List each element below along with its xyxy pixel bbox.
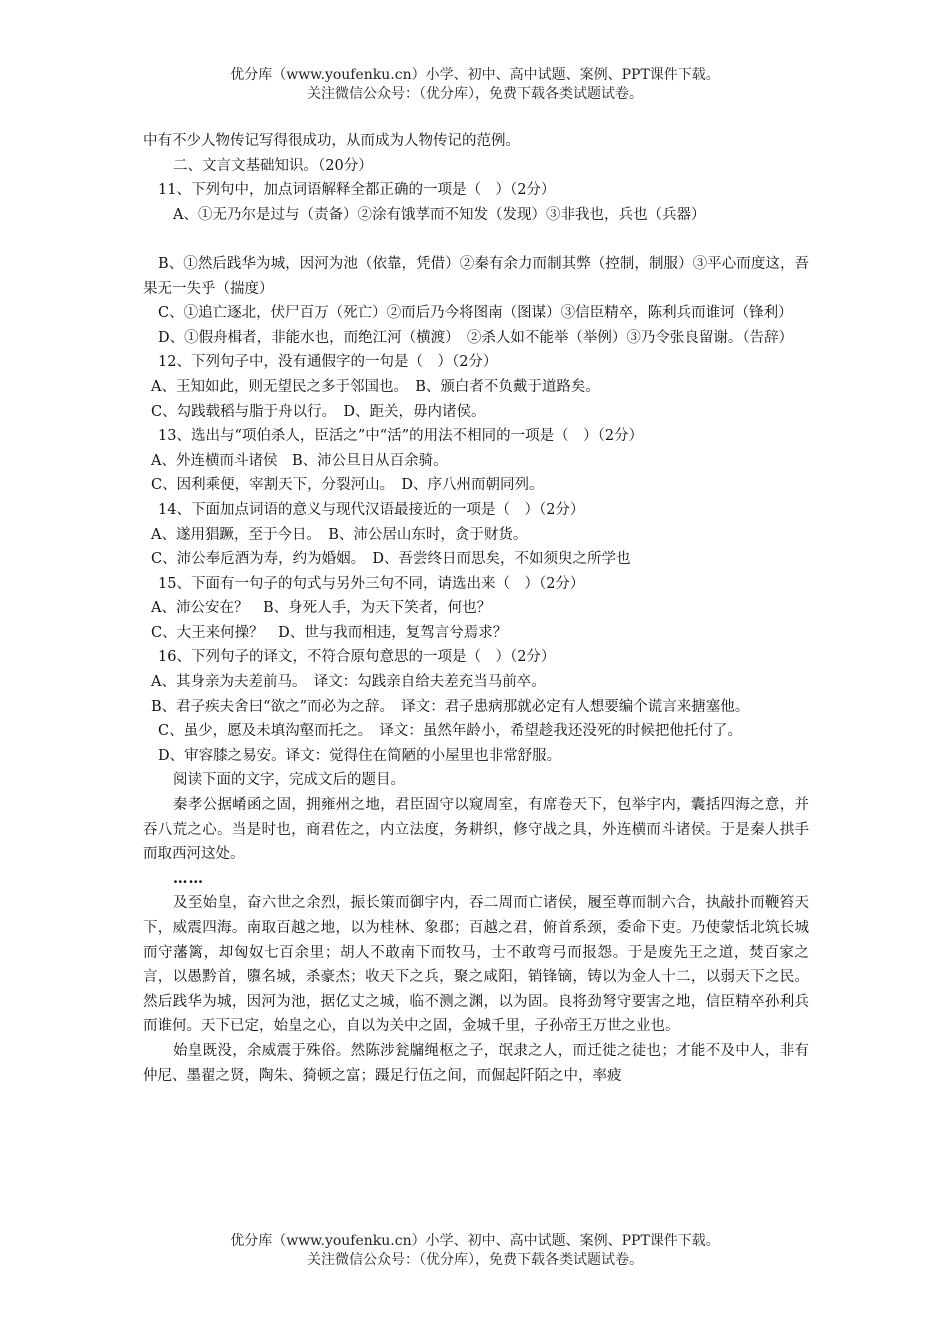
- passage-paragraph-1: 秦孝公据崤函之固，拥雍州之地，君臣固守以窥周室，有席卷天下，包举宇内，囊括四海之意，并吞八荒之心。当是时也，商君佐之，内立法度，务耕织，修守战之具，外连横而斗诸侯。于是秦人拱手而取西河这处。: [143, 797, 809, 863]
- page-header: [0, 66, 950, 104]
- option-16b: B、君子疾夫舍曰“欲之”而必为之辞。 译文：君子患病那就必定有人想要编个谎言来搪塞他。: [151, 698, 750, 715]
- footer-line-1: 优分库（www.youfenku.cn）小学、初中、高中试题、案例、PPT课件下载。: [230, 1233, 720, 1249]
- ellipsis: ……: [173, 869, 204, 887]
- option-16c: C、虽少，愿及未填沟壑而托之。 译文：虽然年龄小，希望趁我还没死的时候把他托付了。: [158, 723, 742, 740]
- option-12ab: A、王知如此，则无望民之多于邻国也。 B、颁白者不负戴于道路矣。: [151, 378, 600, 395]
- header-line-1: 优分库（www.youfenku.cn）小学、初中、高中试题、案例、PPT课件下载。: [230, 67, 720, 83]
- option-11b: B、①然后践华为城，因河为池（依靠，凭借）②秦有余力而制其弊（控制，制服）③平心而度这，吾果无一失乎（揣度）: [143, 255, 809, 297]
- section-heading: 二、文言文基础知识。（20分）: [173, 157, 373, 174]
- option-11a: A、①无乃尔是过与（责备）②涂有饿莩而不知发（发现）③非我也，兵也（兵器）: [173, 206, 706, 223]
- footer-line-2: 关注微信公众号：（优分库），免费下载各类试题试卷。: [307, 1252, 643, 1268]
- blank-gap: [143, 227, 809, 252]
- question-11: 11、下列句中，加点词语解释全都正确的一项是（ ）（2分）: [158, 182, 556, 199]
- option-15cd: C、大王来何操？ D、世与我而相违，复驾言兮焉求？: [151, 624, 508, 641]
- document-body: [143, 129, 809, 1088]
- question-13: 13、选出与“项伯杀人，臣活之”中“活”的用法不相同的一项是（ ）（2分）: [158, 428, 644, 445]
- reading-instruction: 阅读下面的文字，完成文后的题目。: [173, 772, 405, 789]
- option-13cd: C、因利乘便，宰割天下，分裂河山。 D、序八州而朝同列。: [151, 477, 544, 494]
- question-16: 16、下列句子的译文，不符合原句意思的一项是（ ）（2分）: [158, 649, 556, 666]
- option-12cd: C、勾践载稻与脂于舟以行。 D、距关，毋内诸侯。: [151, 403, 486, 420]
- option-15ab: A、沛公安在？ B、身死人手，为天下笑者，何也？: [151, 600, 492, 617]
- option-16d: D、审容膝之易安。译文：觉得住在简陋的小屋里也非常舒服。: [158, 747, 562, 764]
- question-15: 15、下面有一句子的句式与另外三句不同，请选出来（ ）（2分）: [158, 575, 585, 592]
- question-14: 14、下面加点词语的意义与现代汉语最接近的一项是（ ）（2分）: [158, 501, 585, 518]
- text-line: 中有不少人物传记写得很成功，从而成为人物传记的范例。: [143, 133, 520, 149]
- option-14ab: A、遂用猖蹶，至于今日。 B、沛公居山东时，贪于财货。: [151, 526, 528, 543]
- option-11c: C、①追亡逐北，伏尸百万（死亡）②而后乃今将图南（图谋）③信臣精卒，陈利兵而谁诃（锋利）: [158, 305, 793, 322]
- passage-paragraph-3: 始皇既没，余威震于殊俗。然陈涉瓮牖绳枢之子，氓隶之人，而迁徙之徒也；才能不及中人，非有仲尼、墨翟之贤，陶朱、猗顿之富；蹑足行伍之间，而倔起阡陌之中，率疲: [143, 1042, 809, 1084]
- option-14cd: C、沛公奉卮酒为寿，约为婚姻。 D、吾尝终日而思矣，不如须臾之所学也: [151, 551, 631, 568]
- question-12: 12、下列句子中，没有通假字的一句是（ ）（2分）: [158, 354, 498, 371]
- option-16a: A、其身亲为夫差前马。 译文：勾践亲自给夫差充当马前卒。: [151, 674, 546, 691]
- page-footer: [0, 1232, 950, 1270]
- passage-paragraph-2: 及至始皇，奋六世之余烈，振长策而御宇内，吞二周而亡诸侯，履至尊而制六合，执敲扑而鞭笞天下，威震四海。南取百越之地，以为桂林、象郡；百越之君，俯首系颈，委命下吏。乃使蒙恬北筑长城而守藩篱，却匈奴七百余里；胡人不敢南下而牧马，士不敢弯弓而报怨。于是废先王之道，焚百家之言，以愚黔首，隳名城，杀豪杰；收天下之兵，聚之咸阳，销锋镝，铸以为金人十二，以弱天下之民。然后践华为城，因河为池，据亿丈之城，临不测之渊，以为固。良将劲弩守要害之地，信臣精卒孙利兵而谁何。天下已定，始皇之心，自以为关中之固，金城千里，子孙帝王万世之业也。: [143, 895, 809, 1035]
- option-13ab: A、外连横而斗诸侯 B、沛公旦日从百余骑。: [151, 452, 448, 469]
- option-11d: D、①假舟楫者，非能水也，而绝江河（横渡） ②杀人如不能举（举例）③乃令张良留谢。（告辞）: [158, 329, 794, 346]
- header-line-2: 关注微信公众号：（优分库），免费下载各类试题试卷。: [307, 86, 643, 102]
